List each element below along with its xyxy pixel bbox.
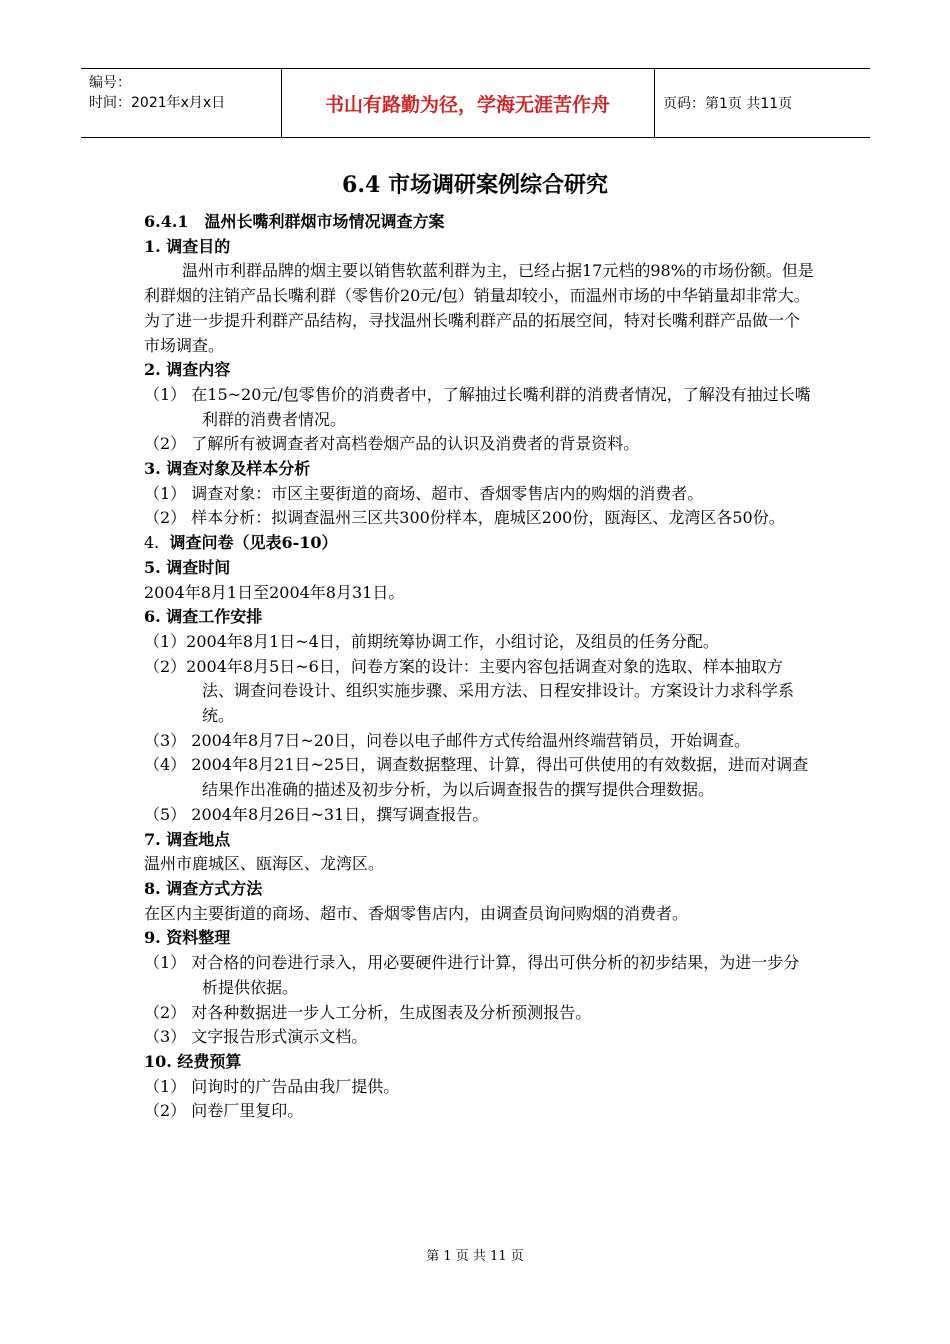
list-item: （2） 问卷厂里复印。: [144, 1101, 304, 1121]
page-footer: 第 1 页 共 11 页: [426, 1249, 524, 1264]
paragraph: 在区内主要街道的商场、超市、香烟零售店内，由调查员询问购烟的消费者。: [144, 903, 689, 923]
paragraph: 温州市利群品牌的烟主要以销售软蓝利群为主，已经占据17元档的98%的市场份额。但是利群烟的注销产品长嘴利群（零售价20元/包）销量却较小，而温州市场的中华销量却非常大。为了进一步提升利群产品结构，寻找温州长嘴利群产品的拓展空间，特对长嘴利群产品做一个市场调查。: [144, 261, 814, 355]
section-heading: 8. 调查方式方法: [144, 878, 263, 898]
section-heading: 9. 资料整理: [144, 928, 231, 948]
header-page-number: 页码：第1页 共11页: [663, 96, 793, 112]
section-heading: 5. 调查时间: [144, 557, 231, 577]
code-label: 编号：: [89, 75, 131, 91]
section-heading: 2. 调查内容: [144, 360, 231, 380]
list-item: （2） 了解所有被调查者对高档卷烟产品的认识及消费者的背景资料。: [144, 434, 640, 454]
section-heading: 6. 调查工作安排: [144, 607, 263, 627]
section-heading: [144, 531, 814, 556]
header-divider: [654, 69, 655, 137]
list-item: （3） 文字报告形式演示文档。: [144, 1027, 368, 1047]
section-heading: 1. 调查目的: [144, 236, 231, 256]
list-item: （1） 对合格的问卷进行录入，用必要硬件进行计算，得出可供分析的初步结果，为进一步分析提供依据。: [144, 953, 800, 997]
list-item: （1） 调查对象：市区主要街道的商场、超市、香烟零售店内的购烟的消费者。: [144, 483, 704, 503]
list-item: （1） 问询时的广告品由我厂提供。: [144, 1076, 400, 1096]
paragraph: 温州市鹿城区、瓯海区、龙湾区。: [144, 854, 385, 874]
list-item: （2）2004年8月5日~6日，问卷方案的设计：主要内容包括调查对象的选取、样本抽取方法、调查问卷设计、组织实施步骤、采用方法、日程安排设计。方案设计力求科学系统。: [144, 656, 795, 726]
section-subtitle: 6.4.1 温州长嘴利群烟市场情况调查方案: [144, 212, 445, 231]
section-heading-text: 调查问卷（见表6-10）: [169, 533, 338, 553]
list-item: （3） 2004年8月7日~20日，问卷以电子邮件方式传给温州终端营销员，开始调查。: [144, 730, 751, 750]
list-item: （1）2004年8月1日~4日，前期统筹协调工作，小组讨论，及组员的任务分配。: [144, 631, 719, 651]
list-item: （1） 在15~20元/包零售价的消费者中，了解抽过长嘴利群的消费者情况，了解没有抽过长嘴利群的消费者情况。: [144, 384, 811, 429]
section-heading: 3. 调查对象及样本分析: [144, 459, 311, 479]
section-number: 4.: [144, 533, 160, 553]
document-title: 6.4 市场调研案例综合研究: [342, 172, 608, 198]
list-item: （4） 2004年8月21日~25日，调查数据整理、计算，得出可供使用的有效数据，进而对调查结果作出准确的描述及初步分析，为以后调查报告的撰写提供合理数据。: [144, 755, 809, 800]
time-label: 时间：2021年x月x日: [89, 95, 226, 111]
section-heading: 10. 经费预算: [144, 1051, 242, 1071]
paragraph: 2004年8月1日至2004年8月31日。: [144, 582, 405, 602]
document-body: [144, 210, 814, 1124]
list-item: （2） 样本分析：拟调查温州三区共300份样本，鹿城区200份，瓯海区、龙湾区各50份。: [144, 508, 785, 528]
page-header: [81, 68, 870, 138]
section-heading: 7. 调查地点: [144, 829, 231, 849]
header-motto: 书山有路勤为径，学海无涯苦作舟: [324, 93, 610, 116]
header-meta: [89, 73, 225, 113]
list-item: （2） 对各种数据进一步人工分析，生成图表及分析预测报告。: [144, 1002, 592, 1022]
list-item: （5） 2004年8月26日~31日，撰写调查报告。: [144, 804, 489, 824]
